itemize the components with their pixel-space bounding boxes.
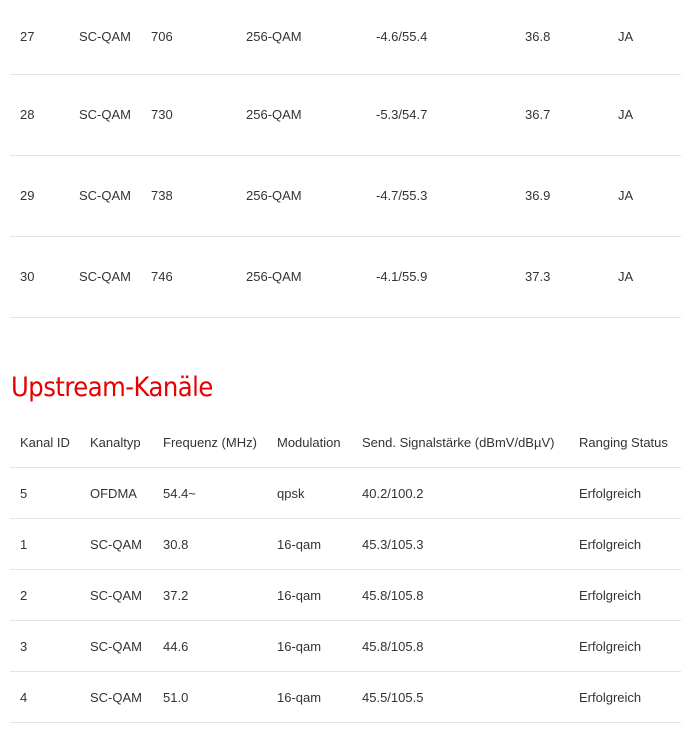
transmit-power-cell: 45.8/105.8 [352, 570, 569, 621]
locked-cell: JA [608, 75, 681, 156]
locked-cell: JA [608, 156, 681, 237]
frequency-cell: 37.2 [153, 570, 267, 621]
channel-id-cell: 29 [10, 156, 69, 237]
channel-id-cell: 28 [10, 75, 69, 156]
table-row [10, 621, 681, 672]
downstream-channel-table [10, 0, 681, 318]
modulation-cell: 256-QAM [236, 156, 366, 237]
ranging-status-cell: Erfolgreich [569, 468, 681, 519]
column-header-frequency: Frequenz (MHz) [153, 417, 267, 468]
ranging-status-cell: Erfolgreich [569, 519, 681, 570]
column-header-ranging-status: Ranging Status [569, 417, 681, 468]
channel-id-cell: 1 [10, 519, 80, 570]
frequency-cell: 44.6 [153, 621, 267, 672]
locked-cell: JA [608, 0, 681, 75]
power-level-cell: -5.3/54.7 [366, 75, 515, 156]
mse-cell: 37.3 [515, 237, 608, 318]
modulation-cell: 16-qam [267, 570, 352, 621]
modulation-cell: 256-QAM [236, 237, 366, 318]
ranging-status-cell: Erfolgreich [569, 621, 681, 672]
channel-type-cell: SC-QAM [80, 672, 153, 723]
column-header-modulation: Modulation [267, 417, 352, 468]
ranging-status-cell: Erfolgreich [569, 672, 681, 723]
frequency-cell: 30.8 [153, 519, 267, 570]
table-row [10, 237, 681, 318]
column-header-channel-id: Kanal ID [10, 417, 80, 468]
locked-cell: JA [608, 237, 681, 318]
column-header-transmit-power: Send. Signalstärke (dBmV/dBµV) [352, 417, 569, 468]
channel-id-cell: 27 [10, 0, 69, 75]
frequency-cell: 51.0 [153, 672, 267, 723]
modulation-cell: qpsk [267, 468, 352, 519]
table-row [10, 75, 681, 156]
channel-id-cell: 4 [10, 672, 80, 723]
modulation-cell: 16-qam [267, 672, 352, 723]
table-row [10, 156, 681, 237]
channel-type-cell: SC-QAM [69, 0, 141, 75]
ranging-status-cell: Erfolgreich [569, 570, 681, 621]
power-level-cell: -4.7/55.3 [366, 156, 515, 237]
power-level-cell: -4.6/55.4 [366, 0, 515, 75]
frequency-cell: 54.4~ [153, 468, 267, 519]
frequency-cell: 730 [141, 75, 236, 156]
modulation-cell: 16-qam [267, 621, 352, 672]
mse-cell: 36.8 [515, 0, 608, 75]
table-row [10, 0, 681, 75]
table-header-row [10, 417, 681, 468]
channel-id-cell: 2 [10, 570, 80, 621]
channel-id-cell: 30 [10, 237, 69, 318]
table-row [10, 519, 681, 570]
channel-type-cell: SC-QAM [80, 519, 153, 570]
table-row [10, 468, 681, 519]
channel-type-cell: OFDMA [80, 468, 153, 519]
mse-cell: 36.9 [515, 156, 608, 237]
channel-type-cell: SC-QAM [80, 621, 153, 672]
transmit-power-cell: 45.8/105.8 [352, 621, 569, 672]
channel-type-cell: SC-QAM [69, 75, 141, 156]
frequency-cell: 738 [141, 156, 236, 237]
table-row [10, 570, 681, 621]
table-row [10, 672, 681, 723]
channel-type-cell: SC-QAM [69, 156, 141, 237]
frequency-cell: 706 [141, 0, 236, 75]
channel-id-cell: 3 [10, 621, 80, 672]
upstream-section-title: Upstream-Kanäle [11, 372, 213, 403]
power-level-cell: -4.1/55.9 [366, 237, 515, 318]
channel-type-cell: SC-QAM [80, 570, 153, 621]
channel-id-cell: 5 [10, 468, 80, 519]
modulation-cell: 16-qam [267, 519, 352, 570]
channel-type-cell: SC-QAM [69, 237, 141, 318]
mse-cell: 36.7 [515, 75, 608, 156]
modulation-cell: 256-QAM [236, 0, 366, 75]
transmit-power-cell: 45.3/105.3 [352, 519, 569, 570]
column-header-channel-type: Kanaltyp [80, 417, 153, 468]
upstream-channel-table [10, 417, 681, 723]
transmit-power-cell: 45.5/105.5 [352, 672, 569, 723]
frequency-cell: 746 [141, 237, 236, 318]
modulation-cell: 256-QAM [236, 75, 366, 156]
transmit-power-cell: 40.2/100.2 [352, 468, 569, 519]
